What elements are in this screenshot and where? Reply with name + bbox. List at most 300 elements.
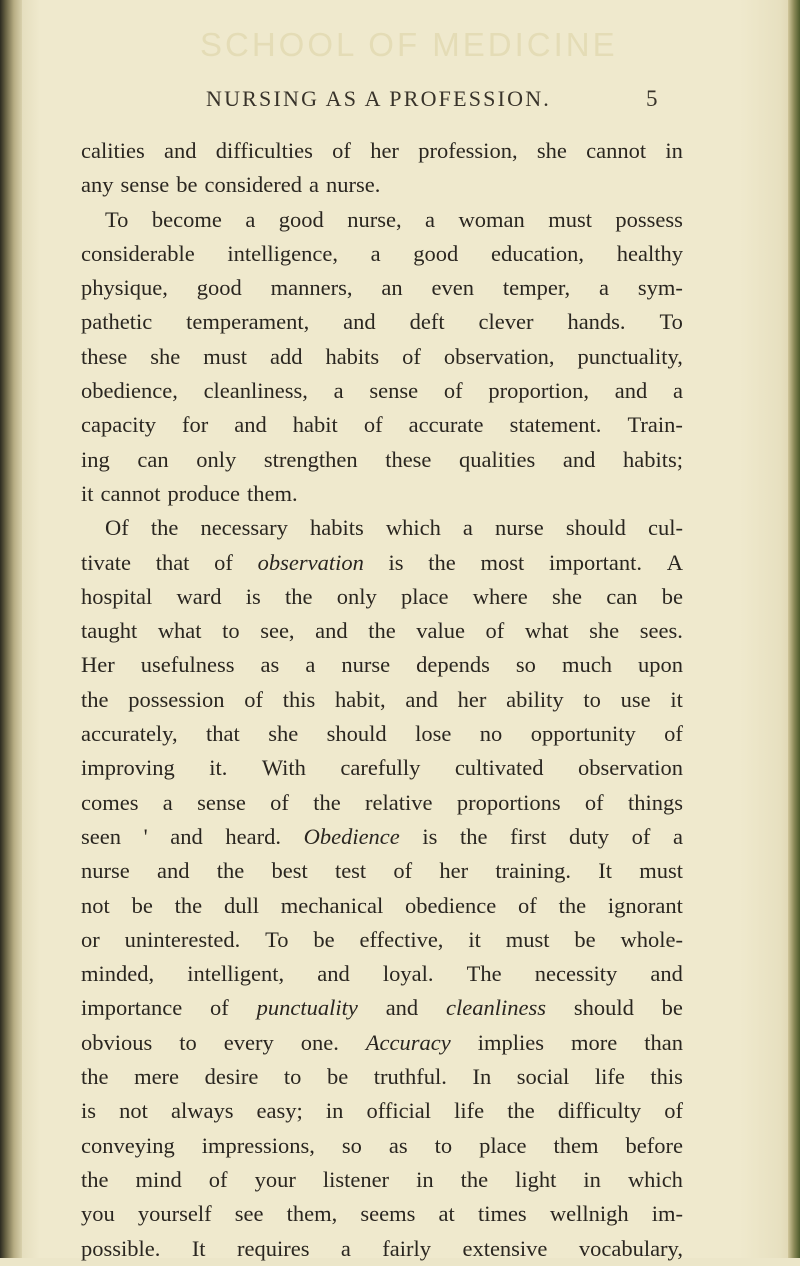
word: and [315, 618, 348, 644]
text-line [81, 854, 683, 888]
word [258, 546, 364, 580]
word: extensive [462, 1235, 548, 1261]
word: life [454, 1098, 485, 1124]
text-line [81, 168, 683, 202]
word: difficulty [557, 1098, 642, 1124]
body-text [81, 134, 683, 1266]
word: heard. [225, 823, 281, 849]
word: be [131, 892, 153, 918]
page-edge [788, 0, 800, 1258]
word: it [468, 926, 481, 952]
word: see, [260, 618, 295, 644]
word: place [401, 583, 449, 609]
word: the [150, 515, 179, 541]
text-line [81, 477, 683, 511]
word: Train- [627, 412, 683, 438]
word: light [515, 1166, 557, 1192]
text-line [81, 305, 683, 339]
word: or [81, 926, 100, 952]
word: this [282, 686, 316, 712]
word: things [627, 789, 683, 815]
word: education, [490, 240, 585, 266]
word: It [191, 1235, 206, 1261]
word: usefulness [140, 652, 235, 678]
library-stamp-watermark: SCHOOL OF MEDICINE [200, 26, 618, 63]
word: observation [578, 755, 683, 781]
word: them, [286, 1201, 338, 1227]
word: most [480, 549, 525, 575]
word: lose [415, 721, 452, 747]
word: habits [325, 343, 380, 369]
word: she [589, 618, 620, 644]
word: requires [236, 1235, 310, 1261]
word: A [666, 549, 683, 575]
word: ignorant [607, 892, 683, 918]
word: the [507, 1098, 535, 1124]
word: and [164, 138, 197, 163]
word: that [155, 549, 190, 575]
word: be [574, 926, 596, 952]
word: calities [81, 138, 145, 163]
word: taught [81, 618, 138, 644]
word: ability [506, 686, 564, 712]
word: tivate [81, 549, 131, 575]
word: a [333, 378, 344, 404]
word: possess [615, 206, 683, 232]
word: nurse, [347, 206, 402, 232]
word: at [438, 1201, 455, 1227]
word: of [631, 823, 651, 849]
word: of [332, 138, 351, 163]
word: use [620, 686, 651, 712]
word: ward [176, 583, 222, 609]
word: she [268, 721, 299, 747]
word: not [119, 1098, 148, 1124]
word: life [594, 1064, 625, 1090]
word: see [234, 1201, 264, 1227]
text-line [81, 408, 683, 442]
word: dull [223, 892, 259, 918]
word: proportion, [488, 378, 589, 404]
word: whole- [620, 926, 683, 952]
emphasized-term: punctuality [256, 995, 358, 1021]
word: can [606, 583, 638, 609]
word: a [462, 515, 473, 541]
word: obedience [405, 892, 497, 918]
word: should [573, 995, 634, 1021]
word: of [402, 343, 421, 369]
text-line [81, 751, 683, 785]
text-line [81, 1026, 683, 1060]
word: mind [135, 1166, 182, 1192]
word: social [516, 1064, 570, 1090]
word: the [558, 892, 587, 918]
word [366, 1026, 451, 1060]
word: necessity [534, 961, 618, 987]
word: your [254, 1166, 296, 1192]
word: possible. [81, 1235, 161, 1261]
word: To [659, 309, 683, 335]
word: yourself [137, 1201, 212, 1227]
text-line [81, 1232, 683, 1266]
word: seems [360, 1201, 416, 1227]
word: the [81, 1064, 109, 1090]
word: and [156, 858, 190, 884]
word: it [670, 686, 683, 712]
text-line [81, 648, 683, 682]
word: nurse [81, 858, 130, 884]
word: and [614, 378, 648, 404]
word: can [137, 446, 169, 472]
word: accurate [408, 412, 484, 438]
text-line [81, 1094, 683, 1128]
word: statement. [509, 412, 602, 438]
word: considerable [81, 240, 195, 266]
text-line [81, 374, 683, 408]
word: comes [81, 789, 139, 815]
word: as [388, 1132, 408, 1158]
word: what [157, 618, 202, 644]
word: wellnigh [549, 1201, 629, 1227]
word: a [340, 1235, 351, 1261]
word: importance [81, 995, 183, 1021]
word: which [627, 1166, 683, 1192]
word: conveying [81, 1132, 175, 1158]
word: as [260, 652, 280, 678]
word: possession [128, 686, 225, 712]
word: in [583, 1166, 601, 1192]
text-line [81, 614, 683, 648]
word: is [388, 549, 404, 575]
word: considered [204, 172, 302, 198]
word: necessary [200, 515, 288, 541]
word: woman [458, 206, 525, 232]
word: nurse [341, 652, 391, 678]
word: so [515, 652, 536, 678]
word: be [661, 995, 683, 1021]
word: a [308, 172, 319, 198]
text-line [81, 717, 683, 751]
word: intelligent, [187, 961, 285, 987]
word: ing [81, 446, 110, 472]
word: It [598, 858, 612, 884]
word: manners, [270, 275, 353, 301]
word: seen [81, 823, 121, 849]
word: To [265, 926, 289, 952]
word: a [425, 206, 436, 232]
word: the [285, 583, 313, 609]
word: cul- [647, 515, 683, 541]
word: it. [209, 755, 228, 781]
word: vocabulary, [578, 1235, 683, 1261]
word: test [334, 858, 367, 884]
word [257, 991, 358, 1025]
word: temper, [502, 275, 571, 301]
word: of [363, 412, 383, 438]
text-line [81, 923, 683, 957]
word: be [313, 926, 335, 952]
word: To [105, 206, 129, 232]
word: uninterested. [124, 926, 241, 952]
word: to [434, 1132, 453, 1158]
word: good [413, 240, 459, 266]
word: and [170, 823, 203, 849]
word: times [477, 1201, 527, 1227]
word: and [234, 412, 267, 438]
word: in [416, 1166, 434, 1192]
word: The [466, 961, 502, 987]
word: cannot [100, 480, 161, 506]
word: the [81, 686, 109, 712]
word: deft [409, 309, 445, 335]
word: cannot [586, 138, 647, 163]
word: place [479, 1132, 527, 1158]
word: no [479, 721, 503, 747]
word: of [208, 1166, 228, 1192]
word: accurately, [81, 721, 178, 747]
word: and [317, 961, 350, 987]
word: that [206, 721, 240, 747]
text-line [81, 1129, 683, 1163]
word: even [431, 275, 475, 301]
word: of [518, 892, 537, 918]
word: every [223, 1029, 274, 1055]
word: one. [300, 1029, 339, 1055]
emphasized-term: cleanliness [446, 995, 546, 1021]
word: a [162, 789, 173, 815]
word: her [370, 138, 399, 163]
word: you [81, 1201, 115, 1227]
word: before [625, 1132, 683, 1158]
word: observation, [443, 343, 555, 369]
word: should [326, 721, 387, 747]
text-line [81, 271, 683, 305]
word: nurse [495, 515, 544, 541]
word: any [81, 172, 114, 198]
word: not [81, 892, 110, 918]
word: capacity [81, 412, 156, 438]
word: be [176, 172, 198, 198]
text-line [81, 580, 683, 614]
word: a [245, 206, 256, 232]
word: healthy [616, 240, 683, 266]
word: intelligence, [227, 240, 338, 266]
word: training. [495, 858, 571, 884]
word: so [341, 1132, 362, 1158]
text-line [81, 991, 683, 1025]
emphasized-term: Accuracy [365, 1029, 451, 1055]
text-line [81, 820, 683, 854]
word: a [370, 240, 381, 266]
word: her [439, 858, 469, 884]
word: to [283, 1064, 302, 1090]
word: of [584, 789, 604, 815]
word: where [472, 583, 528, 609]
word: the [313, 789, 341, 815]
word: qualities [459, 446, 536, 472]
word: listener [322, 1166, 390, 1192]
word: cultivated [454, 755, 544, 781]
word: Of [105, 515, 129, 541]
word: only [336, 583, 377, 609]
word: effective, [359, 926, 444, 952]
word: of [244, 686, 264, 712]
word: produce [167, 480, 240, 506]
word: physique, [81, 275, 168, 301]
word: habits; [622, 446, 683, 472]
word: duty [568, 823, 609, 849]
word: is [245, 583, 261, 609]
text-line [81, 546, 683, 580]
word: of [485, 618, 505, 644]
text-line [81, 134, 683, 168]
word: mechanical [280, 892, 384, 918]
word: the [216, 858, 245, 884]
word: In [472, 1064, 492, 1090]
word: improving [81, 755, 175, 781]
word: important. [548, 549, 643, 575]
page-number: 5 [646, 86, 658, 111]
word: what [524, 618, 569, 644]
word: opportunity [530, 721, 636, 747]
word: relative [365, 789, 433, 815]
word: be [326, 1064, 349, 1090]
word: sense [120, 172, 170, 198]
word: carefully [340, 755, 421, 781]
word: sym- [637, 275, 683, 301]
word: first [510, 823, 547, 849]
word: of [664, 1098, 683, 1124]
word: must [203, 343, 247, 369]
word: easy; [256, 1098, 303, 1124]
word: sense [197, 789, 246, 815]
word: must [639, 858, 683, 884]
word: value [416, 618, 465, 644]
word: which [385, 515, 441, 541]
text-line [81, 340, 683, 374]
word: fairly [382, 1235, 432, 1261]
word: must [548, 206, 592, 232]
text-line [81, 203, 683, 237]
word: and [405, 686, 438, 712]
word: the [460, 1166, 489, 1192]
word: minded, [81, 961, 155, 987]
word: With [261, 755, 306, 781]
word: she [536, 138, 567, 163]
word: in [325, 1098, 344, 1124]
word: should [565, 515, 626, 541]
word: pathetic [81, 309, 153, 335]
word: good [196, 275, 242, 301]
word: sense [369, 378, 419, 404]
text-line [81, 683, 683, 717]
word: proportions [456, 789, 561, 815]
word: impressions, [201, 1132, 315, 1158]
word: these [81, 343, 128, 369]
text-line [81, 443, 683, 477]
word: desire [204, 1064, 259, 1090]
emphasized-term: Obedience [303, 823, 400, 849]
word: be [661, 583, 683, 609]
word: mere [134, 1064, 180, 1090]
running-head: NURSING AS A PROFESSION. [206, 86, 551, 111]
word: cleanliness, [203, 378, 308, 404]
word: an [381, 275, 403, 301]
word: more [570, 1029, 618, 1055]
word: habits [309, 515, 364, 541]
word: a [672, 378, 683, 404]
word: im- [651, 1201, 683, 1227]
text-line [81, 786, 683, 820]
word: upon [637, 652, 683, 678]
text-line [81, 889, 683, 923]
word: them. [246, 480, 298, 506]
word: the [368, 618, 396, 644]
text-line [81, 1060, 683, 1094]
word: of [214, 549, 233, 575]
word: is [422, 823, 438, 849]
word: in [665, 138, 683, 163]
word: the [428, 549, 456, 575]
word: hands. [567, 309, 626, 335]
word: hospital [81, 583, 153, 609]
word: profession, [418, 138, 518, 163]
word: of [393, 858, 413, 884]
word: the [460, 823, 488, 849]
word: to [222, 618, 240, 644]
word: of [270, 789, 289, 815]
word: truthful. [373, 1064, 447, 1090]
text-line [81, 1163, 683, 1197]
word: her [457, 686, 487, 712]
word: habit, [335, 686, 386, 712]
word: best [271, 858, 308, 884]
word: for [181, 412, 209, 438]
word: Her [81, 652, 115, 678]
word: temperament, [186, 309, 310, 335]
word: and [385, 995, 419, 1021]
word: always [170, 1098, 234, 1124]
word: to [179, 1029, 197, 1055]
word: and [343, 309, 376, 335]
word: sees. [639, 618, 683, 644]
word: of [210, 995, 229, 1021]
word: loyal. [382, 961, 434, 987]
word: become [151, 206, 222, 232]
word: must [505, 926, 550, 952]
text-line [81, 237, 683, 271]
word: is [81, 1098, 97, 1124]
word: much [561, 652, 612, 678]
word: a [672, 823, 683, 849]
word [446, 991, 546, 1025]
word: a [599, 275, 610, 301]
word: to [583, 686, 601, 712]
word: nurse. [325, 172, 381, 198]
word: the [81, 1166, 109, 1192]
text-line [81, 957, 683, 991]
word: clever [478, 309, 534, 335]
word: difficulties [215, 138, 313, 163]
word: good [278, 206, 324, 232]
word: the [174, 892, 203, 918]
word: obedience, [81, 378, 178, 404]
word: she [150, 343, 181, 369]
word: and [562, 446, 596, 472]
word: she [551, 583, 582, 609]
word: this [650, 1064, 683, 1090]
word: these [385, 446, 432, 472]
